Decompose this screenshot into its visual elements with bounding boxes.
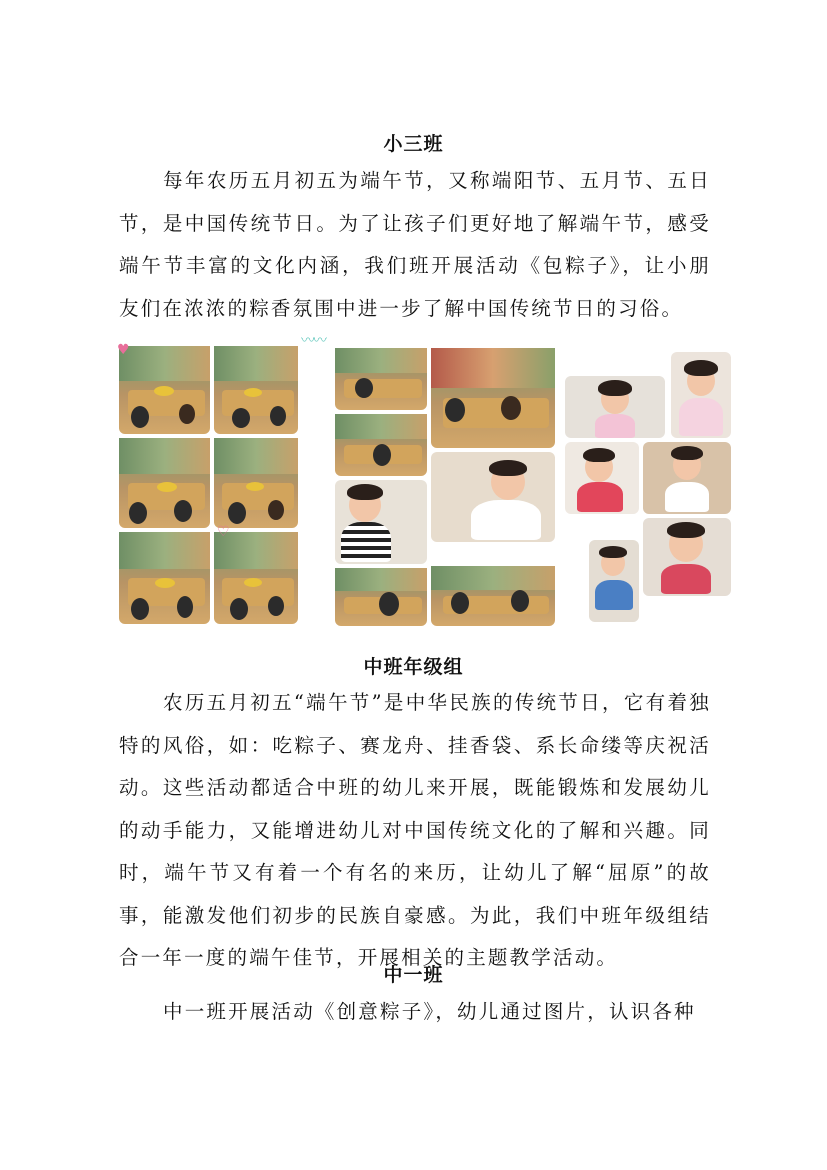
section-paragraph-zhongban-grade: 农历五月初五“端午节”是中华民族的传统节日，它有着独特的风俗，如：吃粽子、赛龙舟、挂香袋、系长命缕等庆祝活动。这些活动都适合中班的幼儿来开展，既能锻炼和发展幼儿的动手能力，又能增进幼儿对中国传统文化的了解和兴趣。同时，端午节又有着一个有名的来历，让幼儿了解“屈原”的故事，能激发他们初步的民族自豪感。为此，我们中班年级组结合一年一度的端午佳节，开展相关的主题教学活动。: [119, 691, 711, 969]
photo-collage-left: [117, 340, 300, 632]
photo: [335, 348, 427, 410]
photo: [335, 568, 427, 626]
photo: [565, 376, 665, 438]
photo: [214, 438, 298, 528]
photo: [214, 346, 298, 434]
section-title-zhongyi: 中一班: [383, 964, 444, 986]
photo: [431, 566, 555, 626]
photo: [589, 540, 639, 622]
photo: [431, 452, 555, 542]
photo: [119, 346, 210, 434]
photo: [214, 532, 298, 624]
section-paragraph-zhongyi: 中一班开展活动《创意粽子》，幼儿通过图片，认识各种: [163, 1000, 696, 1023]
photo-collage-middle: [301, 333, 557, 632]
photo: [643, 442, 731, 514]
section-title-xiaosan: 小三班: [383, 133, 444, 155]
photo: [335, 414, 427, 476]
heart-decoration-icon: ♥: [117, 342, 130, 358]
section-title-zhongban-grade: 中班年级组: [363, 656, 464, 678]
photo: [643, 518, 731, 596]
photo: [431, 348, 555, 448]
photo: [565, 442, 639, 514]
photo: [119, 438, 210, 528]
photo-collage-right: [563, 340, 733, 632]
photo: [671, 352, 731, 438]
heart-decoration-icon: ♡: [217, 524, 230, 540]
wave-decoration-icon: 〰〰: [301, 333, 325, 349]
photo: [335, 480, 427, 564]
photo: [119, 532, 210, 624]
section-paragraph-xiaosan: 每年农历五月初五为端午节，又称端阳节、五月节、五日节，是中国传统节日。为了让孩子们更好地了解端午节，感受端午节丰富的文化内涵，我们班开展活动《包粽子》，让小朋友们在浓浓的粽香氛围中进一步了解中国传统节日的习俗。: [119, 169, 711, 320]
